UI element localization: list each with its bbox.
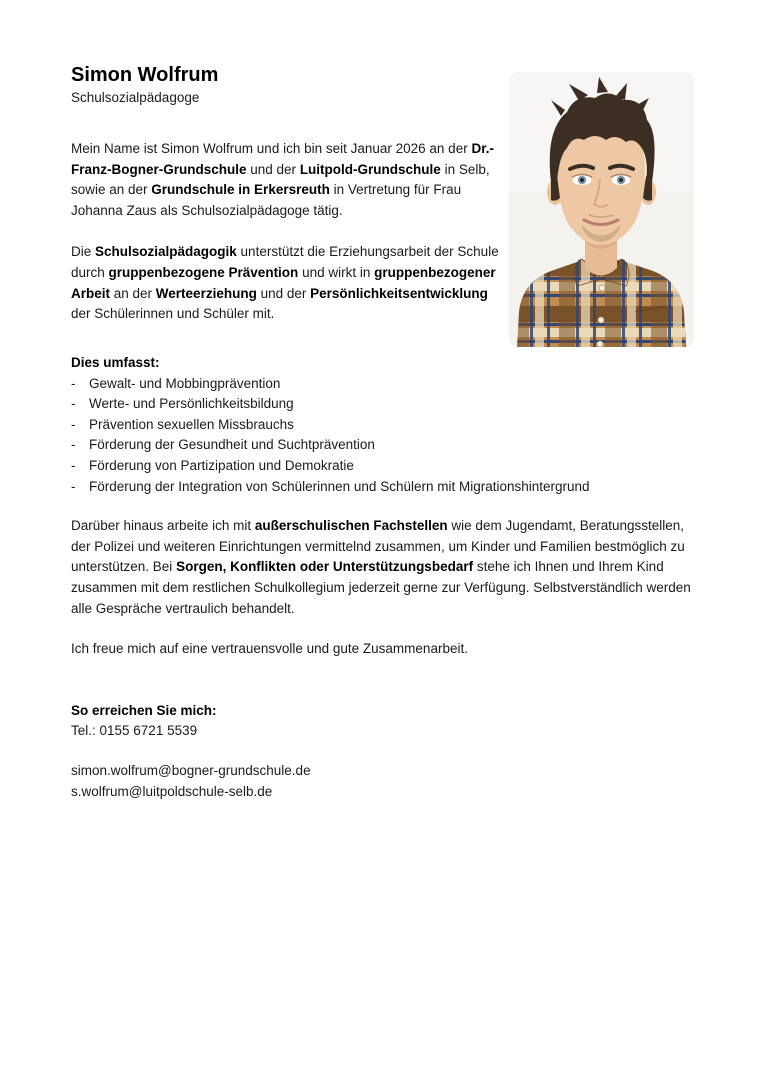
list-item-text: Gewalt- und Mobbingprävention [89, 375, 281, 391]
paragraph-cooperation: Darüber hinaus arbeite ich mit außerschulischen Fachstellen wie dem Jugendamt, Beratungsstellen, der Polizei und weiteren Einrichtungen vermittelnd zusammen, um Kinder und Familien bestmöglich zu unterstützen. Bei Sorgen, Konflikten oder Unterstützungsbedarf stehe ich Ihnen und Ihrem Kind zusammen mit dem restlichen Schulkollegium jederzeit gerne zur Verfügung. Selbstverständlich werden alle Gespräche vertraulich behandelt. [71, 518, 691, 616]
page-title: Simon Wolfrum [71, 64, 219, 86]
intro-column [71, 64, 509, 325]
list-item-text: Förderung von Partizipation und Demokratie [89, 457, 354, 473]
list-heading: Dies umfasst: [71, 355, 160, 370]
bullet-dash: - [71, 375, 76, 391]
bullet-dash: - [71, 416, 76, 432]
list-item [71, 435, 699, 456]
contact-heading: So erreichen Sie mich: [71, 702, 217, 718]
list-item [71, 374, 699, 395]
paragraph-pedagogy: Die Schulsozialpädagogik unterstützt die Erziehungsarbeit der Schule durch gruppenbezogene Prävention und wirkt in gruppenbezogener Arbeit an der Werteerziehung und der Persönlichkeitsentwicklung der Schülerinnen und Schüler mit. [71, 244, 499, 322]
bullet-dash: - [71, 396, 76, 412]
bullet-dash: - [71, 437, 76, 453]
bullet-dash: - [71, 457, 76, 473]
responsibility-list [71, 374, 699, 498]
list-item [71, 394, 699, 415]
page-subtitle: Schulsozialpädagoge [71, 90, 200, 105]
contact-phone: Tel.: 0155 6721 5539 [71, 723, 198, 739]
list-item [71, 415, 699, 436]
portrait-photo-illustration [509, 72, 694, 347]
list-item [71, 477, 699, 498]
list-item-text: Förderung der Gesundheit und Suchtprävention [89, 437, 375, 453]
paragraph-intro: Mein Name ist Simon Wolfrum und ich bin seit Januar 2026 an der Dr.-Franz-Bogner-Grundschule und der Luitpold-Grundschule in Selb, sowie an der Grundschule in Erkersreuth in Vertretung für Frau Johanna Zaus als Schulsozialpädagoge tätig. [71, 141, 494, 218]
email-address: s.wolfrum@luitpoldschule-selb.de [71, 783, 273, 799]
list-item-text: Werte- und Persönlichkeitsbildung [89, 396, 294, 412]
list-item [71, 456, 699, 477]
email-list [71, 761, 694, 802]
bullet-dash: - [71, 478, 76, 494]
list-item-text: Prävention sexuellen Missbrauchs [89, 416, 294, 432]
email-address: simon.wolfrum@bogner-grundschule.de [71, 762, 311, 778]
list-item-text: Förderung der Integration von Schülerinnen und Schülern mit Migrationshintergrund [89, 478, 590, 494]
top-section [71, 64, 694, 347]
portrait-photo [509, 72, 694, 347]
paragraph-closing: Ich freue mich auf eine vertrauensvolle und gute Zusammenarbeit. [71, 641, 468, 657]
